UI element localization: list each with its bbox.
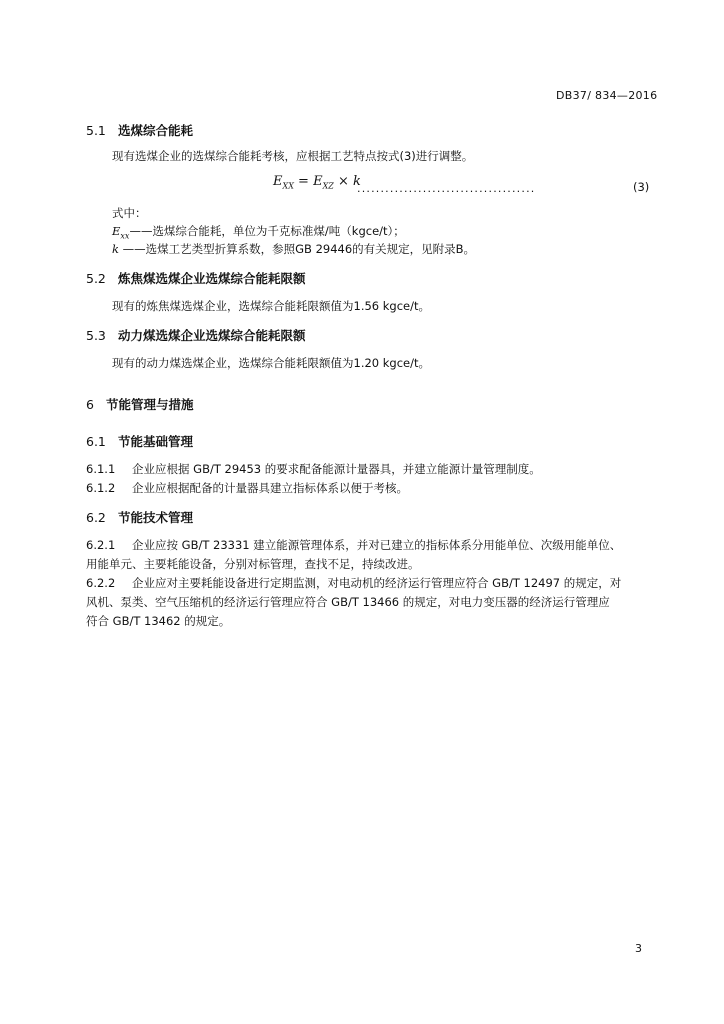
paragraph: 现有选煤企业的选煤综合能耗考核，应根据工艺特点按式(3)进行调整。	[112, 149, 474, 163]
clause-6-1-1: 6.1.1 企业应根据 GB/T 29453 的要求配备能源计量器具，并建立能源计量管理制度。	[86, 462, 541, 476]
document-code: DB37/ 834—2016	[556, 89, 658, 102]
clause-6-2-1-line-1: 6.2.1 企业应按 GB/T 23331 建立能源管理体系，并对已建立的指标体系分用能单位、次级用能单位、	[86, 538, 622, 552]
section-heading-5-1	[86, 121, 193, 139]
clause-6-2-2-line-1: 6.2.2 企业应对主要耗能设备进行定期监测，对电动机的经济运行管理应符合 GB/T 12497 的规定，对	[86, 576, 622, 590]
section-number: 6.2	[86, 510, 106, 525]
section-number: 6.1	[86, 434, 106, 449]
paragraph: 现有的动力煤选煤企业，选煤综合能耗限额值为1.20 kgce/t。	[112, 356, 430, 370]
section-heading-6-1	[86, 432, 193, 450]
section-title: 节能技术管理	[118, 510, 194, 525]
definition-k: k ——选煤工艺类型折算系数，参照GB 29446的有关规定，见附录B。	[112, 242, 476, 256]
clause-6-2-1-line-2: 用能单元、主要耗能设备，分别对标管理，查找不足，持续改进。	[86, 557, 420, 571]
section-heading-5-3	[86, 326, 306, 344]
chapter-title: 节能管理与措施	[106, 397, 194, 412]
section-number: 5.3	[86, 328, 106, 343]
section-number: 5.2	[86, 271, 106, 286]
formula-leader-dots: ......................................	[357, 182, 536, 195]
section-heading-6-2	[86, 508, 193, 526]
section-title: 节能基础管理	[118, 434, 194, 449]
formula-number: (3)	[633, 180, 650, 194]
formula: $E_{XX} = E_{XZ} \times k$	[273, 174, 361, 191]
definition-e: $E_{xx}——$选煤综合能耗，单位为千克标准煤/吨（kgce/t）；	[112, 224, 405, 241]
section-title: 动力煤选煤企业选煤综合能耗限额	[118, 328, 306, 343]
page-number: 3	[635, 942, 642, 955]
clause-6-2-2-line-3: 符合 GB/T 13462 的规定。	[86, 614, 231, 628]
where-label: 式中：	[112, 206, 147, 220]
clause-6-1-2: 6.1.2 企业应根据配备的计量器具建立指标体系以便于考核。	[86, 481, 408, 495]
section-heading-5-2	[86, 269, 306, 287]
chapter-number: 6	[86, 397, 94, 412]
section-title: 选煤综合能耗	[118, 123, 194, 138]
clause-6-2-2-line-2: 风机、泵类、空气压缩机的经济运行管理应符合 GB/T 13466 的规定，对电力变压器的经济运行管理应	[86, 595, 610, 609]
chapter-heading-6	[86, 395, 194, 413]
section-title: 炼焦煤选煤企业选煤综合能耗限额	[118, 271, 306, 286]
section-number: 5.1	[86, 123, 106, 138]
paragraph: 现有的炼焦煤选煤企业，选煤综合能耗限额值为1.56 kgce/t。	[112, 299, 430, 313]
